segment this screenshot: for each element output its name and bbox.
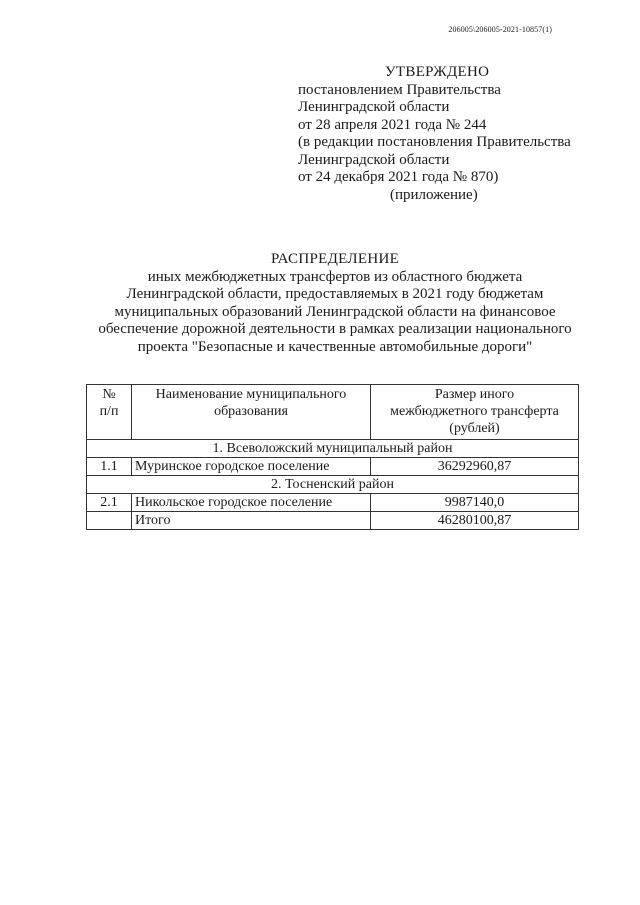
header-municipality-line: Наименование муниципального [155,387,347,402]
approval-line: (в редакции постановления Правительства [298,134,571,150]
document-title: РАСПРЕДЕЛЕНИЕ [270,251,400,267]
header-municipality-line: образования [214,404,288,419]
title-line: муниципальных образований Ленинградской области на финансовое [114,303,556,320]
section-title: 1. Всеволожский муниципальный район [87,440,579,458]
approval-line: от 24 декабря 2021 года № 870) [298,169,499,185]
section-title: 2. Тосненский район [87,476,579,494]
title-line: проекта "Безопасные и качественные автомобильные дороги" [137,338,533,355]
header-amount-line: Размер иного [434,387,515,402]
header-amount-line: (рублей) [449,421,500,436]
approval-line: постановлением Правительства [298,81,501,98]
table-row [87,494,579,512]
total-number [87,512,132,530]
table-row [87,458,579,476]
header-number [87,385,132,440]
row-municipality: Никольское городское поселение [132,494,371,512]
distribution-table [86,384,579,530]
approval-attachment: (приложение) [390,186,478,203]
header-number-line: № [102,387,116,402]
section-row [87,440,579,458]
approval-line: от 28 апреля 2021 года № 244 [298,116,487,133]
document-id: 206005\206005-2021-10857(1) [448,25,552,34]
table-header-row [87,385,579,440]
section-row [87,476,579,494]
row-amount: 36292960,87 [371,458,579,476]
total-label: Итого [132,512,371,530]
row-number: 2.1 [87,494,132,512]
row-number: 1.1 [87,458,132,476]
header-number-line: п/п [99,404,119,419]
approval-block [298,64,571,204]
header-amount-line: межбюджетного трансферта [390,404,559,419]
header-municipality [132,385,371,440]
approval-heading: УТВЕРЖДЕНО [385,64,490,80]
approval-line: Ленинградской области [298,99,450,115]
header-amount [371,385,579,440]
title-line: Ленинградской области, предоставляемых в 2021 году бюджетам [126,286,544,302]
title-line: обеспечение дорожной деятельности в рамках реализации национального [98,321,572,337]
row-amount: 9987140,0 [371,494,579,512]
total-row [87,512,579,530]
row-municipality: Муринское городское поселение [132,458,371,476]
title-block [60,251,610,356]
total-amount: 46280100,87 [371,512,579,530]
approval-line: Ленинградской области [298,151,450,168]
title-line: иных межбюджетных трансфертов из областного бюджета [147,268,523,285]
